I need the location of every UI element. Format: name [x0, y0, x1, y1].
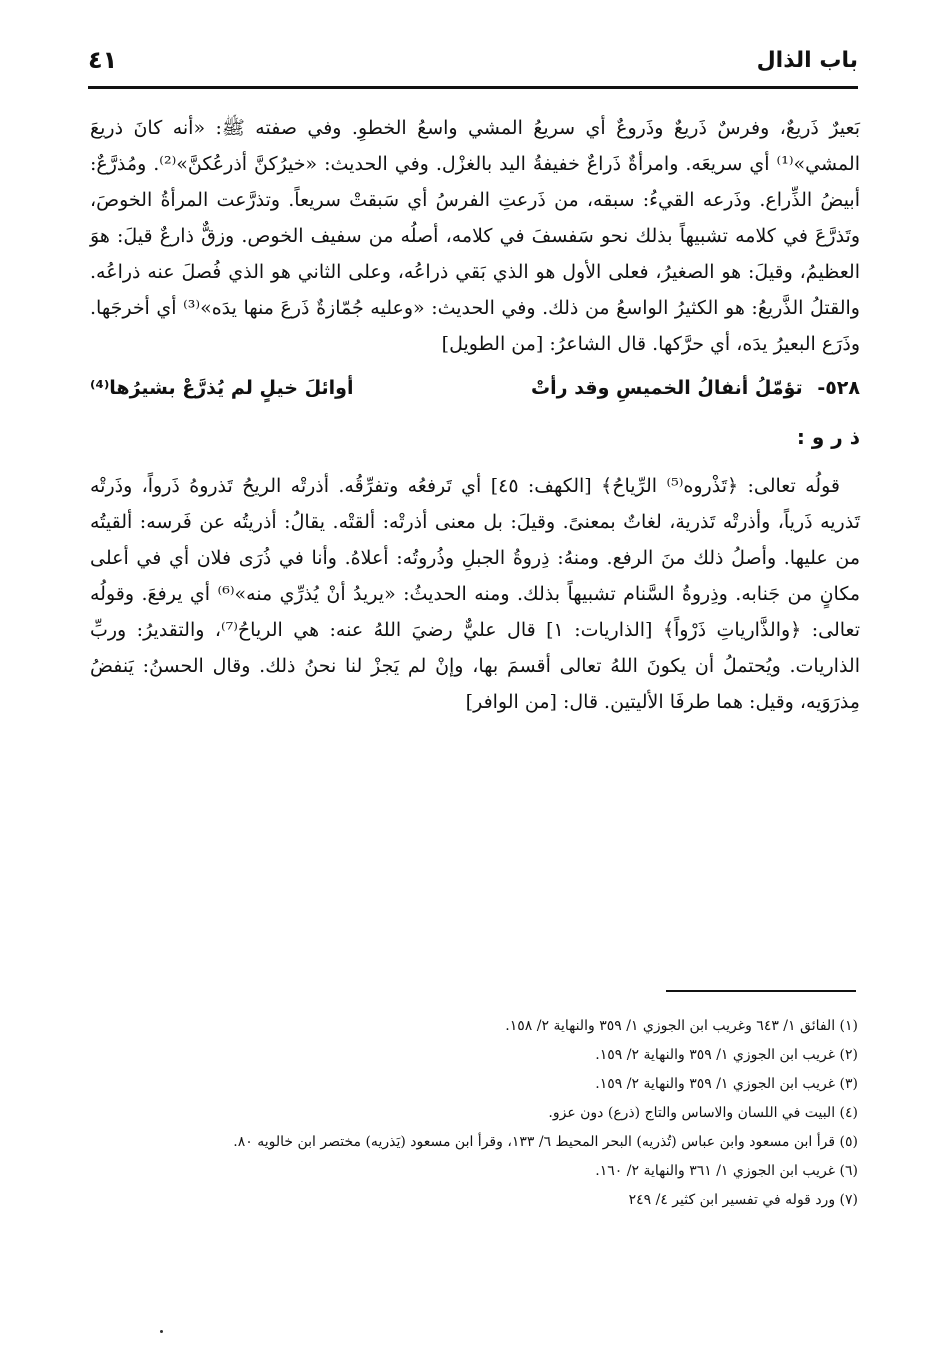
poetry-verse — [90, 370, 860, 406]
entry-heading: ذ ر و : — [796, 425, 860, 449]
footnote: (٤) البيت في اللسان والاساس والتاج (ذرع) دون عزو. — [548, 1105, 858, 1121]
chapter-title: باب الذال — [756, 48, 858, 73]
footnote: (١) الفائق ١/ ٦٤٣ وغريب ابن الجوزي ١/ ٣٥٩ والنهاية ٢/ ١٥٨. — [505, 1018, 858, 1034]
paragraph-dhrw: قولُه تعالى: ﴿تَذْروه⁽⁵⁾ الرِّياحُ﴾ [الكهف: ٤٥] أي تَرفعُه وتفرِّقُه. أذرتْه الريحُ تَذروهُ ذَرواً، وذَرتْه تَذريه ذَرياً، وأذرتْه تَذرية، لغاتٌ بمعنىً. وقيلَ: بل معنى أذرتْه: ألقتْه. يقالُ: أذريتُه عن فَرسه: ألقيتُه من عليها. وأصلُ ذلك منَ الرفع. ومنهُ: ذِروةُ الجبلِ وذُروتُه: أعلاهُ. وأنا في ذُرَى فلان أي في أعلى مكانٍ من جَنابه. وذِروةُ السَّنام تشبيهاً بذلك. ومنه الحديثُ: «يريدُ أنْ يُذرِّي منه»⁽⁶⁾ أي يرفعَ. وقولُه تعالى: ﴿والذَّارياتِ ذَرْواً﴾ [الذاريات: ١] قال عليٌّ رضيَ اللهُ عنه: هي الرياحُ⁽⁷⁾، والتقديرُ: وربِّ الذاريات. ويُحتملُ أن يكونَ اللهُ تعالى أقسمَ بها، وإنْ لم يَجزْ لنا نحنُ ذلك. وقال الحسنُ: يَنفضُ مِذرَوَيه، وقيل: هما طرفَا الأليتين. قال: [من الوافر] — [90, 475, 860, 713]
verse-hemistich-first: تؤمّلُ أنفالُ الخميسِ وقد رأتْ — [531, 377, 803, 399]
footnote: (٧) ورد قوله في تفسير ابن كثير ٤/ ٢٤٩ — [628, 1192, 858, 1208]
footnote: (٥) قرأ ابن مسعود وابن عباس (تُذريه) البحر المحيط ٦/ ١٣٣، وقرأ ابن مسعود (يَذريه) مختصر ابن خالويه ٨٠. — [233, 1134, 858, 1150]
page-header — [88, 42, 858, 89]
footnotes — [98, 1014, 858, 1217]
footnote: (٦) غريب ابن الجوزي ١/ ٣٦١ والنهاية ٢/ ١٦٠. — [595, 1163, 858, 1179]
footnote-separator — [666, 990, 856, 992]
paragraph-dhr: بَعيرٌ ذَريعٌ، وفرسٌ ذَريعٌ وذَروعٌ أي سريعُ المشي واسعُ الخطوِ. وفي صفته ﷺ: «أنه كانَ ذريعَ المشي»⁽¹⁾ أي سريعَه. وامرأةٌ ذَراعٌ خفيفةُ اليد بالغزْل. وفي الحديث: «خيرُكنَّ أذرعُكنَّ»⁽²⁾. ومُذرَّعٌ: أبيضُ الذِّراع. وذَرعه القيءُ: سبقه، من ذَرعتِ الفرسُ أي سَبقتْ سريعاً. وتذرَّعت المرأةُ الخوصَ، وتَذرَّعَ في كلامه تشبيهاً بذلك نحو سَفسفَ في كلامه، أصلُه من سفيف الخوص. وزقٌّ ذارعٌ قيلَ: هوَ العظيمُ، وقيلَ: هو الصغيرُ، فعلى الأول هو الذي بَقي ذراعُه، وعلى الثاني هو الذي فُصلَ عنه ذراعُه. والقتلُ الذَّريعُ: هو الكثيرُ الواسعُ من ذلك. وفي الحديث: «وعليه جُمّازةٌ ذَرعَ منها يدَه»⁽³⁾ أي أخرجَها. وذَرَع البعيرُ يدَه، أي حرَّكها. قال الشاعرُ: [من الطويل] — [90, 117, 860, 355]
page-number: ٤١ — [88, 46, 118, 74]
main-text — [90, 110, 860, 720]
verse-hemistich-second: أوائلَ خيلٍ لم يُذرَّعْ بشيرُها⁽⁴⁾ — [90, 377, 354, 399]
footnote: (٢) غريب ابن الجوزي ١/ ٣٥٩ والنهاية ٢/ ١٥٩. — [595, 1047, 858, 1063]
footnote: (٣) غريب ابن الجوزي ١/ ٣٥٩ والنهاية ٢/ ١٥٩. — [595, 1076, 858, 1092]
verse-number: ٥٢٨- — [817, 377, 860, 399]
scan-speck — [160, 1330, 163, 1333]
